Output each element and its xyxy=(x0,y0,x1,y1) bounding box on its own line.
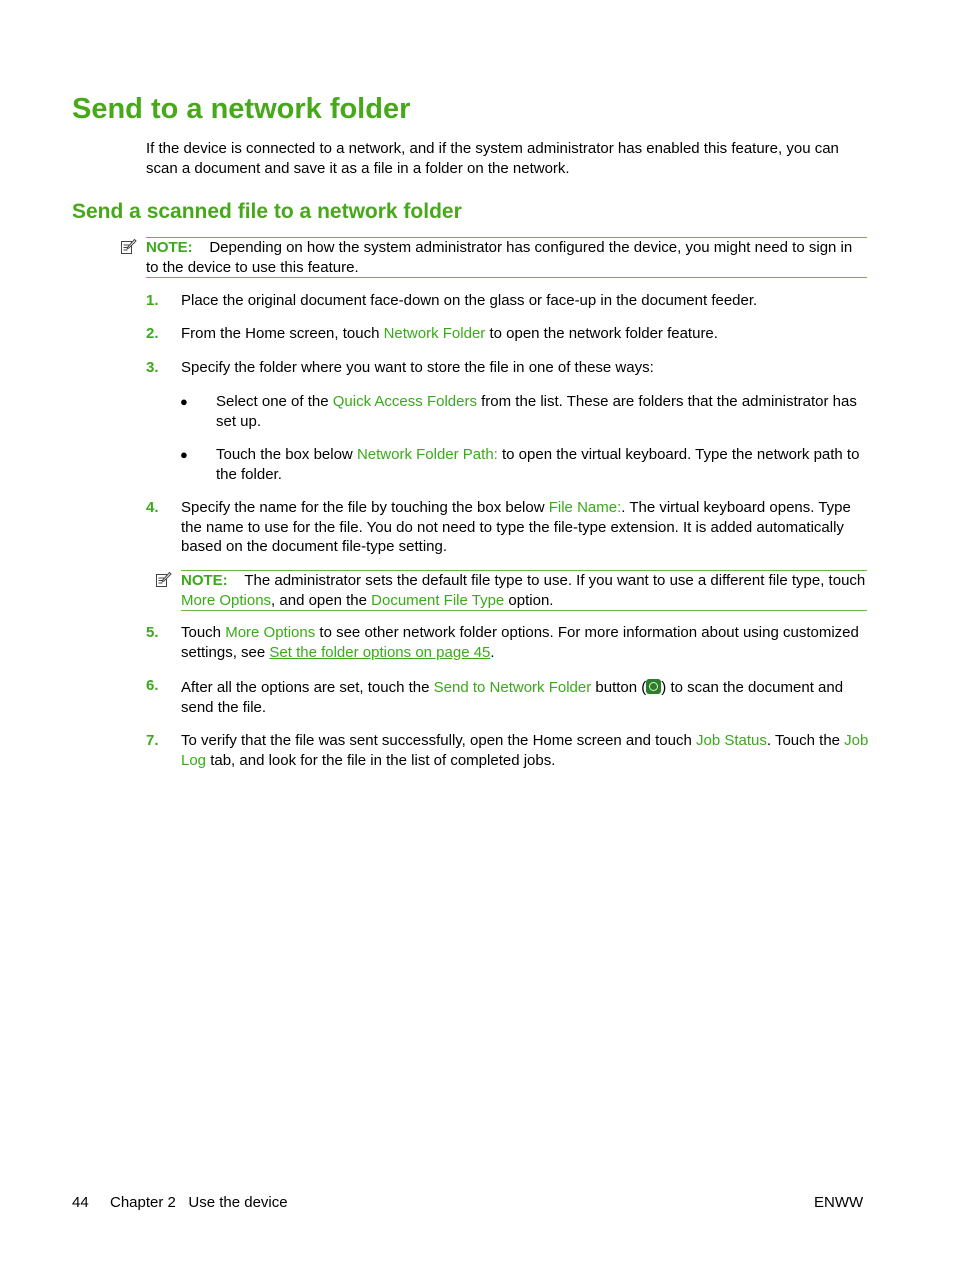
bullet-text: Select one of the Quick Access Folders from the list. These are folders that the administrator has set up. xyxy=(216,393,857,430)
step-text: From the Home screen, touch Network Folder to open the network folder feature. xyxy=(181,325,718,342)
note-label: NOTE: xyxy=(146,239,193,256)
step-number: 4. xyxy=(146,499,159,516)
step-number: 5. xyxy=(146,624,159,641)
bullet: ● xyxy=(180,447,188,462)
step-text: Specify the name for the file by touching the box below File Name:. The virtual keyboard opens. Type the name to use for the file. You do not need to type the file-type extension. It is added automatically based on the document file-type setting. xyxy=(181,499,851,555)
ui-term-job-status: Job Status xyxy=(696,732,767,749)
note-box: NOTE: The administrator sets the default file type to use. If you want to use a different file type, touch More Options, and open the Document File Type option. xyxy=(181,570,867,611)
intro-paragraph: If the device is connected to a network, and if the system administrator has enabled this feature, you can scan a document and save it as a file in a folder on the network. xyxy=(146,140,839,177)
step-number: 2. xyxy=(146,325,159,342)
section-title: Send a scanned file to a network folder xyxy=(72,200,462,223)
ui-term-document-file-type: Document File Type xyxy=(371,591,505,609)
note-label: NOTE: xyxy=(181,572,228,589)
ui-term-send-to-network-folder: Send to Network Folder xyxy=(433,679,592,696)
step-text: Place the original document face-down on the glass or face-up in the document feeder. xyxy=(181,292,758,309)
footer-locale: ENWW xyxy=(814,1194,864,1211)
ui-term-more-options: More Options xyxy=(181,591,272,609)
ui-term-network-folder: Network Folder xyxy=(383,325,486,342)
step-number: 3. xyxy=(146,359,159,376)
ui-term-quick-access-folders: Quick Access Folders xyxy=(332,393,477,410)
step-number: 6. xyxy=(146,677,159,694)
step-text: To verify that the file was sent successfully, open the Home screen and touch Job Status. Touch the Job Log tab, and look for the file in the list of completed jobs. xyxy=(181,732,869,769)
step-text: Touch More Options to see other network folder options. For more information about using customized settings, see Set the folder options on page 45. xyxy=(181,624,859,661)
start-button-icon xyxy=(646,679,661,694)
step-number: 1. xyxy=(146,292,159,309)
note-pencil-icon xyxy=(120,238,137,255)
note-box xyxy=(146,237,867,278)
ui-term-job-log: Job Log xyxy=(181,732,869,769)
bullet-text: Touch the box below Network Folder Path: to open the virtual keyboard. Type the network path to the folder. xyxy=(216,446,860,483)
page-title: Send to a network folder xyxy=(72,93,411,125)
ui-term-network-folder-path: Network Folder Path: xyxy=(356,446,498,463)
footer-page-number: 44 xyxy=(72,1194,89,1211)
ui-term-more-options: More Options xyxy=(225,624,316,641)
note-text: Depending on how the system administrator has configured the device, you might need to sign in to the device to use this feature. xyxy=(146,239,853,276)
note-pencil-icon xyxy=(155,571,172,588)
footer-chapter: Chapter 2 Use the device xyxy=(110,1194,288,1211)
ui-term-file-name: File Name: xyxy=(548,499,622,516)
step-text: Specify the folder where you want to store the file in one of these ways: xyxy=(181,359,654,376)
step-text: After all the options are set, touch the Send to Network Folder button ( ) to scan the document and send the file. xyxy=(181,679,844,716)
xref-link-folder-options[interactable]: Set the folder options on page 45 xyxy=(269,643,491,661)
bullet: ● xyxy=(180,394,188,409)
step-number: 7. xyxy=(146,732,159,749)
